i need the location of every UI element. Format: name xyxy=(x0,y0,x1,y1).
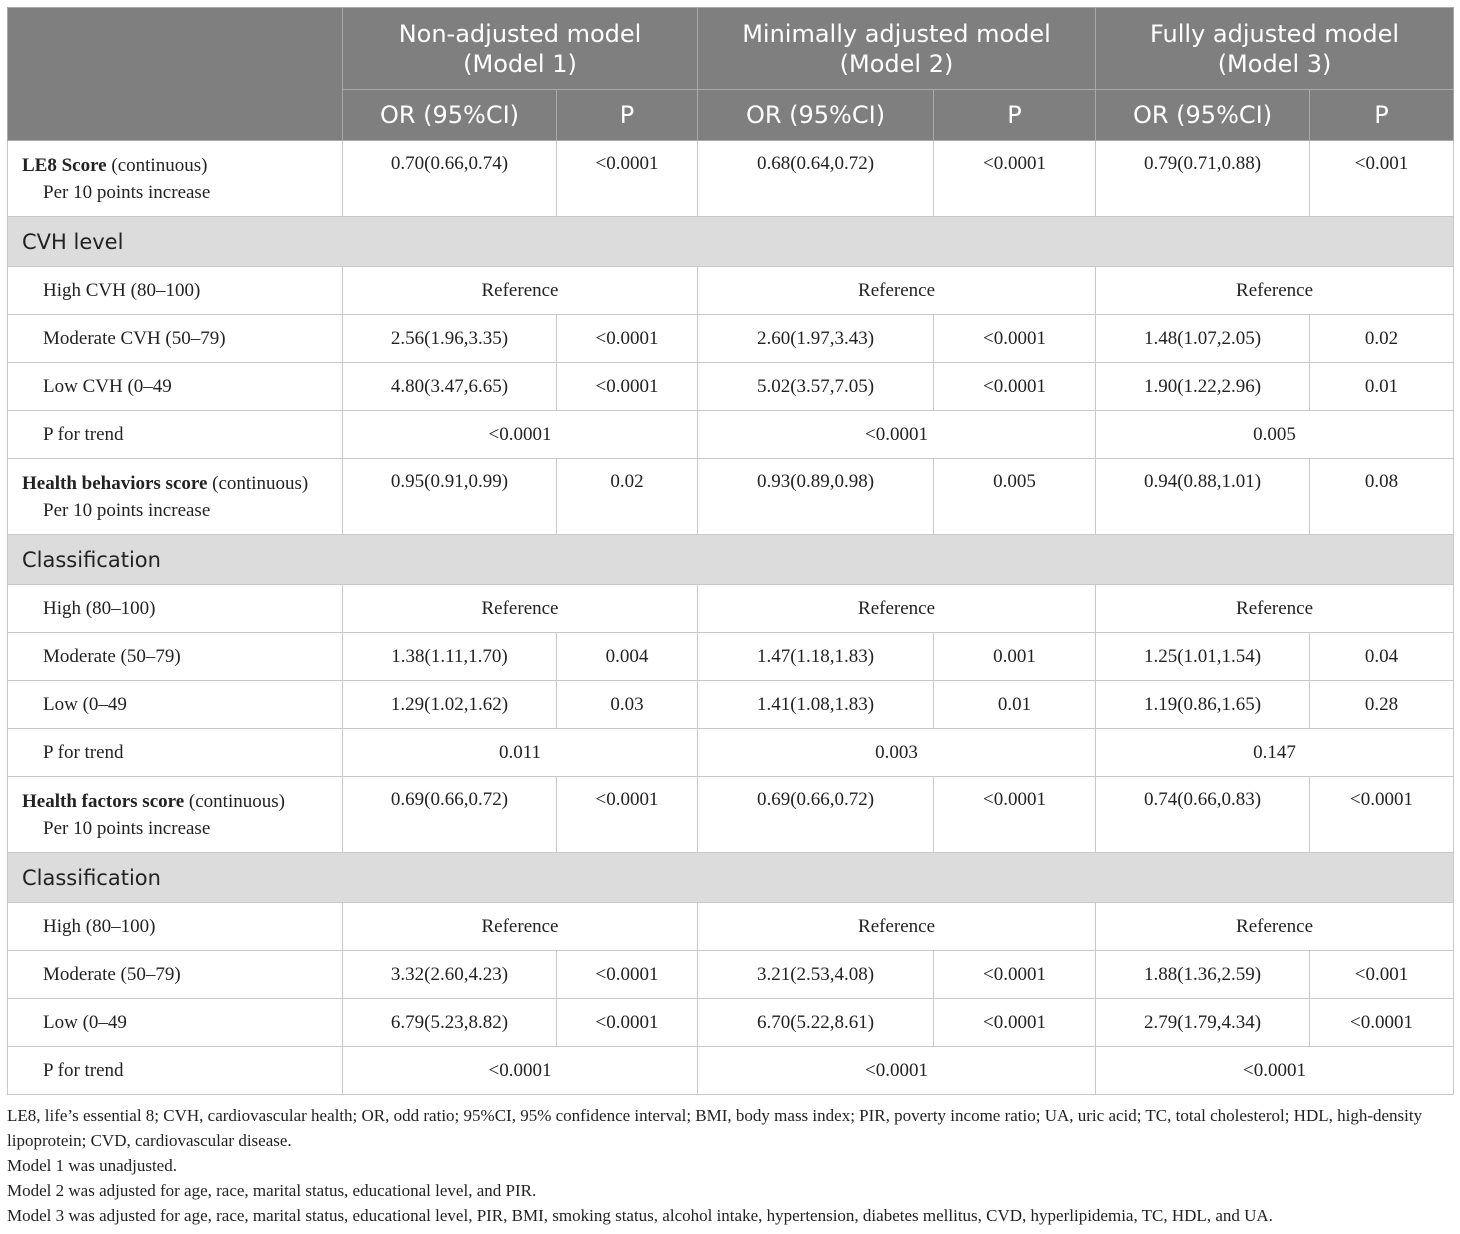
cell-trend: 0.147 xyxy=(1096,729,1454,777)
cell-p: <0.0001 xyxy=(557,315,698,363)
row-label: P for trend xyxy=(8,729,343,777)
cell-p: 0.004 xyxy=(557,633,698,681)
cell-or: 0.74(0.66,0.83) xyxy=(1096,777,1310,853)
header-blank-cell xyxy=(8,8,343,141)
cell-p: <0.0001 xyxy=(934,315,1096,363)
cell-or: 6.70(5.22,8.61) xyxy=(698,999,934,1047)
cell-p: <0.001 xyxy=(1310,951,1454,999)
cell-or: 0.93(0.89,0.98) xyxy=(698,459,934,535)
row-label: Low CVH (0–49 xyxy=(8,363,343,411)
row-label: LE8 Score (continuous) Per 10 points increase xyxy=(8,141,343,217)
cell-p: <0.0001 xyxy=(557,777,698,853)
header-or: OR (95%CI) xyxy=(1096,90,1310,141)
cell-p: <0.0001 xyxy=(934,951,1096,999)
reference-row xyxy=(8,585,1454,633)
row-label: P for trend xyxy=(8,411,343,459)
cell-reference: Reference xyxy=(698,267,1096,315)
cell-reference: Reference xyxy=(1096,903,1454,951)
cell-p: <0.0001 xyxy=(557,951,698,999)
cell-or: 1.88(1.36,2.59) xyxy=(1096,951,1310,999)
cell-p: <0.0001 xyxy=(1310,999,1454,1047)
row-le8-score xyxy=(8,141,1454,217)
cell-or: 2.60(1.97,3.43) xyxy=(698,315,934,363)
footnote-abbreviations: LE8, life’s essential 8; CVH, cardiovascular health; OR, odd ratio; 95%CI, 95% confidence interval; BMI, body mass index; PIR, poverty income ratio; UA, uric acid; TC, total cholesterol; HDL, high-density lipoprotein; CVD, cardiovascular disease. xyxy=(7,1106,1423,1150)
cell-p: 0.02 xyxy=(1310,315,1454,363)
cell-or: 5.02(3.57,7.05) xyxy=(698,363,934,411)
section-row-classification xyxy=(8,853,1454,903)
cell-or: 0.94(0.88,1.01) xyxy=(1096,459,1310,535)
cell-or: 2.79(1.79,4.34) xyxy=(1096,999,1310,1047)
table-row xyxy=(8,363,1454,411)
header-model-1: Non-adjusted model (Model 1) xyxy=(343,8,698,90)
cell-or: 1.41(1.08,1.83) xyxy=(698,681,934,729)
row-label: Moderate CVH (50–79) xyxy=(8,315,343,363)
reference-row xyxy=(8,903,1454,951)
row-label: Low (0–49 xyxy=(8,999,343,1047)
cell-or: 1.25(1.01,1.54) xyxy=(1096,633,1310,681)
cell-p: <0.0001 xyxy=(934,777,1096,853)
cell-p: <0.0001 xyxy=(557,363,698,411)
header-p: P xyxy=(934,90,1096,141)
cell-or: 2.56(1.96,3.35) xyxy=(343,315,557,363)
cell-or: 3.32(2.60,4.23) xyxy=(343,951,557,999)
section-title: CVH level xyxy=(8,217,1454,267)
table-footnotes xyxy=(7,1103,1453,1228)
row-health-factors-score xyxy=(8,777,1454,853)
cell-trend: 0.005 xyxy=(1096,411,1454,459)
table-row xyxy=(8,315,1454,363)
table-row xyxy=(8,999,1454,1047)
reference-row xyxy=(8,267,1454,315)
row-label: Low (0–49 xyxy=(8,681,343,729)
cell-trend: 0.003 xyxy=(698,729,1096,777)
trend-row xyxy=(8,411,1454,459)
cell-reference: Reference xyxy=(343,903,698,951)
cell-p: <0.001 xyxy=(1310,141,1454,217)
row-label: P for trend xyxy=(8,1047,343,1095)
cell-p: <0.0001 xyxy=(557,141,698,217)
table-row xyxy=(8,681,1454,729)
header-model-2: Minimally adjusted model (Model 2) xyxy=(698,8,1096,90)
results-table-container xyxy=(7,7,1453,1095)
cell-trend: 0.011 xyxy=(343,729,698,777)
row-label: High (80–100) xyxy=(8,585,343,633)
cell-or: 1.47(1.18,1.83) xyxy=(698,633,934,681)
cell-or: 6.79(5.23,8.82) xyxy=(343,999,557,1047)
table-row xyxy=(8,633,1454,681)
cell-or: 3.21(2.53,4.08) xyxy=(698,951,934,999)
cell-p: <0.0001 xyxy=(934,141,1096,217)
cell-p: <0.0001 xyxy=(934,999,1096,1047)
row-label: Moderate (50–79) xyxy=(8,633,343,681)
cell-reference: Reference xyxy=(1096,585,1454,633)
cell-trend: <0.0001 xyxy=(1096,1047,1454,1095)
section-title: Classification xyxy=(8,853,1454,903)
cell-or: 1.48(1.07,2.05) xyxy=(1096,315,1310,363)
cell-p: 0.03 xyxy=(557,681,698,729)
cell-p: 0.005 xyxy=(934,459,1096,535)
footnote-model-2: Model 2 was adjusted for age, race, marital status, educational level, and PIR. xyxy=(7,1181,537,1200)
cell-p: 0.08 xyxy=(1310,459,1454,535)
row-label: Health factors score (continuous) Per 10 points increase xyxy=(8,777,343,853)
header-or: OR (95%CI) xyxy=(343,90,557,141)
results-table xyxy=(7,7,1454,1095)
cell-p: 0.02 xyxy=(557,459,698,535)
cell-or: 1.29(1.02,1.62) xyxy=(343,681,557,729)
cell-reference: Reference xyxy=(343,585,698,633)
header-or: OR (95%CI) xyxy=(698,90,934,141)
table-row xyxy=(8,951,1454,999)
cell-trend: <0.0001 xyxy=(343,1047,698,1095)
cell-or: 1.19(0.86,1.65) xyxy=(1096,681,1310,729)
cell-reference: Reference xyxy=(698,585,1096,633)
cell-p: <0.0001 xyxy=(557,999,698,1047)
cell-trend: <0.0001 xyxy=(698,1047,1096,1095)
section-row-classification xyxy=(8,535,1454,585)
cell-p: 0.01 xyxy=(1310,363,1454,411)
header-p: P xyxy=(557,90,698,141)
cell-reference: Reference xyxy=(698,903,1096,951)
row-label: High CVH (80–100) xyxy=(8,267,343,315)
cell-reference: Reference xyxy=(1096,267,1454,315)
cell-or: 0.69(0.66,0.72) xyxy=(698,777,934,853)
row-label: Health behaviors score (continuous) Per 10 points increase xyxy=(8,459,343,535)
footnote-model-1: Model 1 was unadjusted. xyxy=(7,1156,177,1175)
section-title: Classification xyxy=(8,535,1454,585)
cell-or: 1.90(1.22,2.96) xyxy=(1096,363,1310,411)
cell-trend: <0.0001 xyxy=(698,411,1096,459)
cell-p: 0.001 xyxy=(934,633,1096,681)
cell-or: 4.80(3.47,6.65) xyxy=(343,363,557,411)
cell-reference: Reference xyxy=(343,267,698,315)
row-label: Moderate (50–79) xyxy=(8,951,343,999)
header-model-3: Fully adjusted model (Model 3) xyxy=(1096,8,1454,90)
cell-p: 0.04 xyxy=(1310,633,1454,681)
cell-or: 0.69(0.66,0.72) xyxy=(343,777,557,853)
header-row-models xyxy=(8,8,1454,90)
cell-p: <0.0001 xyxy=(934,363,1096,411)
cell-p: 0.01 xyxy=(934,681,1096,729)
row-health-behaviors-score xyxy=(8,459,1454,535)
cell-or: 0.79(0.71,0.88) xyxy=(1096,141,1310,217)
cell-p: 0.28 xyxy=(1310,681,1454,729)
header-p: P xyxy=(1310,90,1454,141)
trend-row xyxy=(8,729,1454,777)
cell-or: 0.95(0.91,0.99) xyxy=(343,459,557,535)
footnote-model-3: Model 3 was adjusted for age, race, marital status, educational level, PIR, BMI, smoking status, alcohol intake, hypertension, diabetes mellitus, CVD, hyperlipidemia, TC, HDL, and UA. xyxy=(7,1206,1273,1225)
row-label: High (80–100) xyxy=(8,903,343,951)
cell-p: <0.0001 xyxy=(1310,777,1454,853)
cell-or: 0.68(0.64,0.72) xyxy=(698,141,934,217)
section-row-cvh-level xyxy=(8,217,1454,267)
cell-trend: <0.0001 xyxy=(343,411,698,459)
cell-or: 0.70(0.66,0.74) xyxy=(343,141,557,217)
trend-row xyxy=(8,1047,1454,1095)
cell-or: 1.38(1.11,1.70) xyxy=(343,633,557,681)
